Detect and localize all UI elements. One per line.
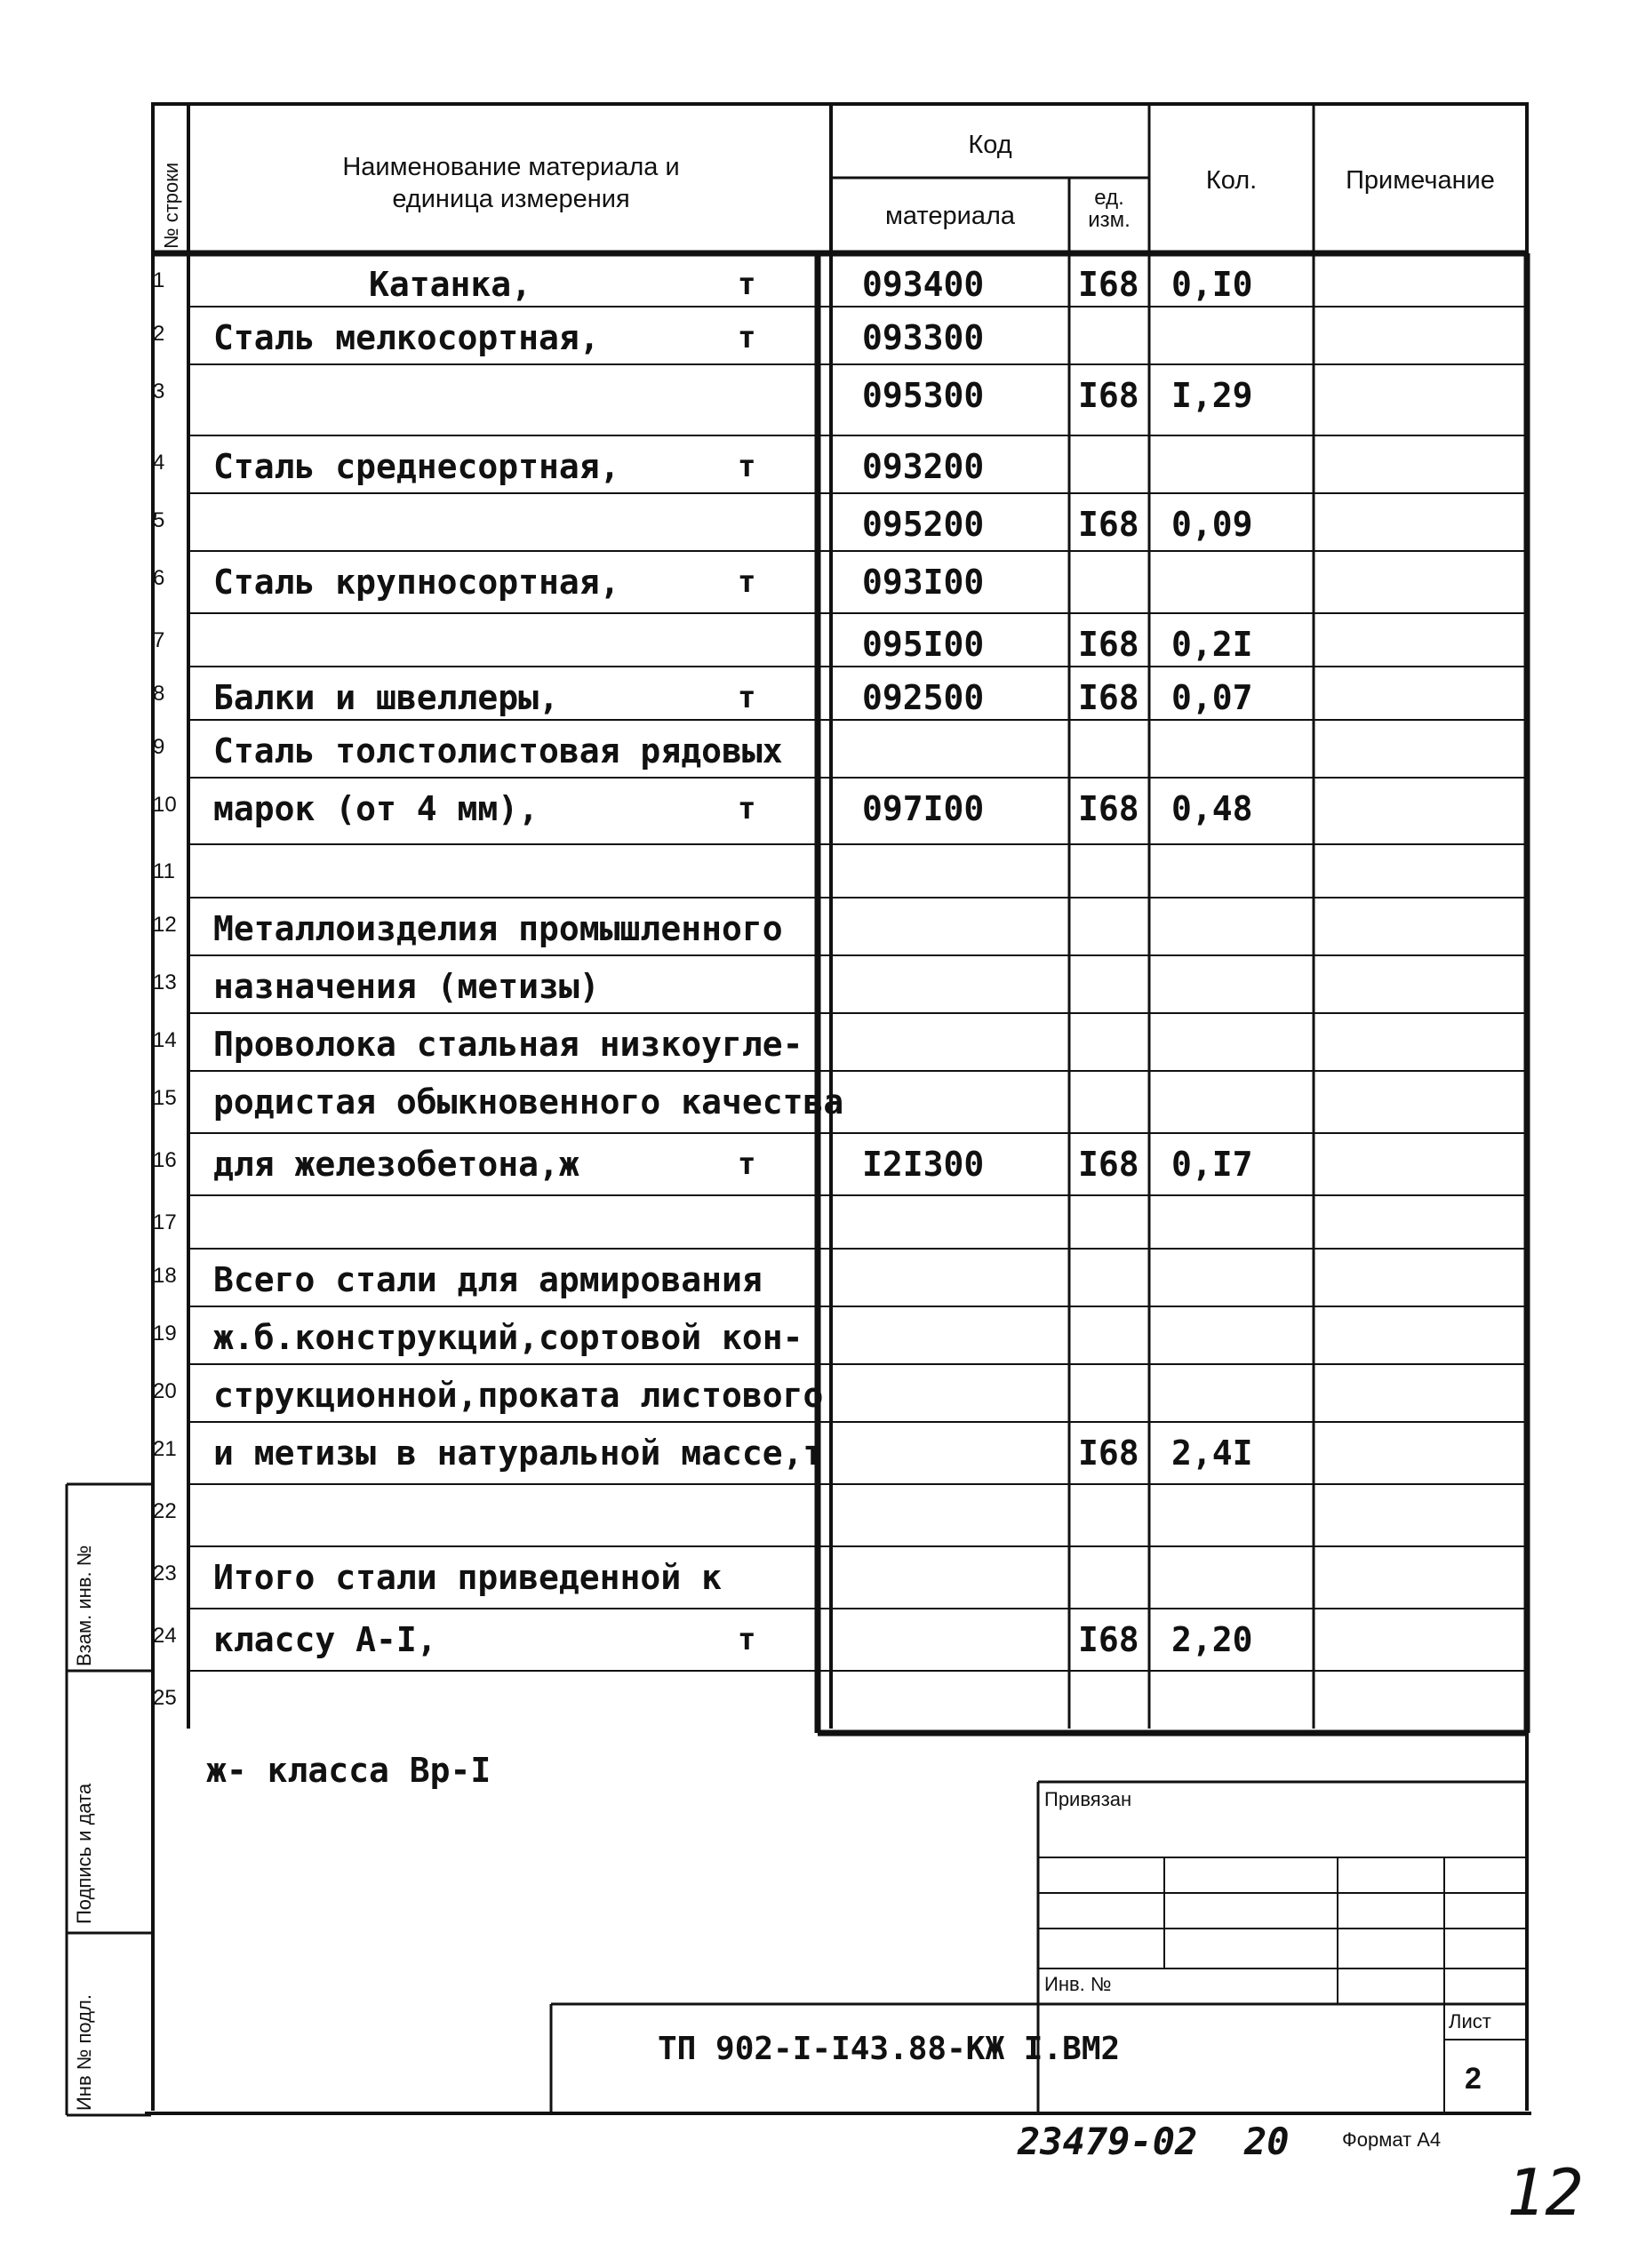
row-number: 9 [153, 735, 165, 759]
row-number: 8 [153, 682, 165, 706]
row-material-code: 093400 [862, 265, 985, 304]
row-number: 4 [153, 451, 165, 475]
row-unit-code: I68 [1078, 789, 1139, 828]
side-label-vzam: Взам. инв. № [73, 1545, 95, 1666]
code-header: Код [968, 131, 1012, 159]
row-number: 23 [153, 1561, 177, 1585]
row-number-header: № строки [160, 162, 182, 249]
row-number: 6 [153, 566, 165, 590]
footnote: ж- класса Вр-I [206, 1751, 491, 1790]
row-quantity: 0,48 [1171, 789, 1253, 828]
sheet-number: 2 [1465, 2062, 1482, 2096]
stamp-inv-no: Инв. № [1044, 1973, 1112, 1995]
unit-code-header [1069, 187, 1149, 231]
sheet-label: Лист [1449, 2010, 1491, 2032]
row-number: 10 [153, 793, 177, 817]
row-unit-code: I68 [1078, 625, 1139, 664]
row-name: и метизы в натуральной массе,т [213, 1433, 824, 1473]
row-number: 24 [153, 1624, 177, 1648]
row-unit: т [738, 1146, 756, 1182]
row-name: Сталь толстолистовая рядовых [213, 731, 783, 771]
archive-number: 23479-02 [1018, 2120, 1198, 2163]
row-unit-code: I68 [1078, 1145, 1139, 1184]
row-unit: т [738, 267, 756, 302]
row-name: Металлоизделия промышленного [213, 909, 783, 948]
row-material-code: 093200 [862, 447, 985, 486]
row-number: 11 [153, 859, 175, 883]
row-name: Сталь среднесортная, [213, 447, 620, 486]
row-material-code: 093I00 [862, 563, 985, 602]
row-quantity: 0,09 [1171, 505, 1253, 544]
doc-code: ТП 902-I-I43.88-КЖ I.ВМ2 [658, 2031, 1121, 2067]
row-quantity: 0,I7 [1171, 1145, 1253, 1184]
row-material-code: 095300 [862, 376, 985, 415]
row-number: 18 [153, 1264, 177, 1288]
handwritten-page-number: 12 [1506, 2155, 1584, 2230]
row-name: классу А-I, [213, 1620, 437, 1659]
row-name: Катанка, [369, 265, 532, 304]
row-name: Сталь крупносортная, [213, 563, 620, 602]
row-material-code: 092500 [862, 678, 985, 717]
row-quantity: I,29 [1171, 376, 1253, 415]
row-number: 7 [153, 628, 165, 652]
row-material-code: I2I300 [862, 1145, 985, 1184]
row-quantity: 0,2I [1171, 625, 1253, 664]
row-unit-code: I68 [1078, 376, 1139, 415]
row-name: ж.б.конструкций,сортовой кон- [213, 1318, 803, 1357]
row-unit: т [738, 564, 756, 600]
row-unit-code: I68 [1078, 265, 1139, 304]
row-unit: т [738, 680, 756, 715]
material-code-header: материала [884, 202, 1016, 230]
qty-header: Кол. [1205, 166, 1258, 195]
row-quantity: 0,I0 [1171, 265, 1253, 304]
row-number: 21 [153, 1437, 177, 1461]
row-quantity: 2,20 [1171, 1620, 1253, 1659]
row-name: Проволока стальная низкоугле- [213, 1025, 803, 1064]
row-number: 12 [153, 913, 177, 937]
row-name: родистая обыкновенного качества [213, 1082, 844, 1122]
row-number: 22 [153, 1499, 177, 1523]
row-number: 17 [153, 1210, 177, 1234]
row-name: Всего стали для армирования [213, 1260, 763, 1299]
row-name: струкционной,проката листового [213, 1376, 824, 1415]
row-name: марок (от 4 мм), [213, 789, 539, 828]
row-number: 19 [153, 1322, 177, 1346]
row-unit-code: I68 [1078, 678, 1139, 717]
row-material-code: 095200 [862, 505, 985, 544]
row-unit: т [738, 1622, 756, 1657]
row-material-code: 095I00 [862, 625, 985, 664]
row-unit-code: I68 [1078, 1433, 1139, 1473]
row-number: 2 [153, 322, 165, 346]
row-unit-code: I68 [1078, 505, 1139, 544]
row-unit-code: I68 [1078, 1620, 1139, 1659]
row-number: 13 [153, 970, 177, 994]
row-material-code: 093300 [862, 318, 985, 357]
row-number: 5 [153, 508, 165, 532]
unit-code-header-line1: ед. [1094, 186, 1124, 210]
row-name: назначения (метизы) [213, 967, 600, 1006]
row-name: Балки и швеллеры, [213, 678, 559, 717]
page-reference: 20 [1244, 2120, 1290, 2163]
row-number: 14 [153, 1028, 177, 1052]
side-label-podpis: Подпись и дата [73, 1783, 95, 1924]
name-header-line1: Наименование материала и [342, 153, 680, 181]
name-header [204, 151, 818, 216]
row-number: 15 [153, 1086, 177, 1110]
row-number: 20 [153, 1379, 177, 1403]
row-number: 25 [153, 1686, 177, 1710]
row-number: 16 [153, 1148, 177, 1172]
row-unit: т [738, 320, 756, 355]
row-unit: т [738, 449, 756, 484]
row-material-code: 097I00 [862, 789, 985, 828]
row-number: 3 [153, 379, 165, 403]
row-name: для железобетона,ж [213, 1145, 579, 1184]
row-name: Сталь мелкосортная, [213, 318, 600, 357]
row-unit: т [738, 791, 756, 827]
row-quantity: 0,07 [1171, 678, 1253, 717]
name-header-line2: единица измерения [392, 185, 630, 214]
note-header: Примечание [1346, 166, 1495, 195]
stamp-privyazan: Привязан [1044, 1788, 1132, 1810]
side-label-inv-podl: Инв № подл. [73, 1994, 95, 2111]
row-quantity: 2,4I [1171, 1433, 1253, 1473]
format-label: Формат А4 [1342, 2128, 1442, 2151]
row-name: Итого стали приведенной к [213, 1558, 722, 1597]
unit-code-header-line2: изм. [1088, 208, 1131, 233]
row-number: 1 [153, 268, 165, 292]
